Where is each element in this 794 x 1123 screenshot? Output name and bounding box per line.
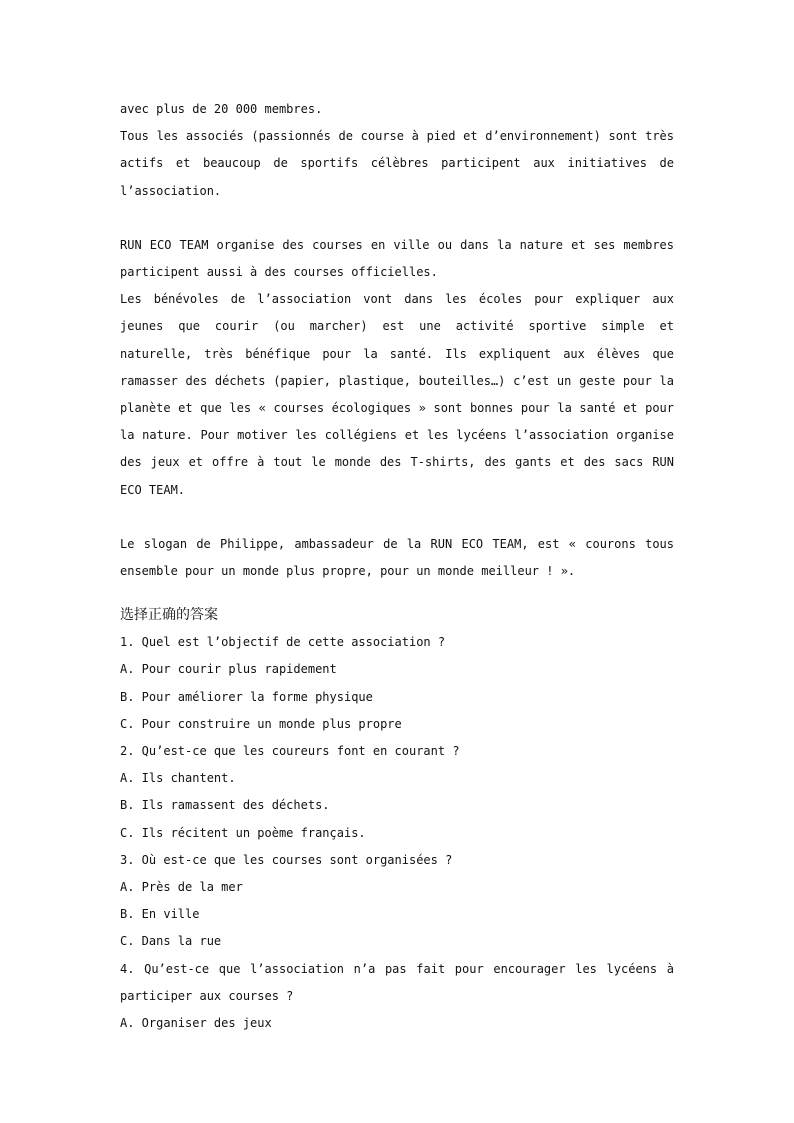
question-2 xyxy=(120,738,674,847)
section-title: 选择正确的答案 xyxy=(120,607,218,624)
answer-option: A. Près de la mer xyxy=(120,880,243,895)
question-stem: 3. Où est-ce que les courses sont organisées ? xyxy=(120,852,453,867)
passage-paragraph-courses: RUN ECO TEAM organise des courses en ville ou dans la nature et ses membres participent aussi à des courses officielles. xyxy=(120,237,674,280)
passage-paragraph-slogan: Le slogan de Philippe, ambassadeur de la RUN ECO TEAM, est « courons tous ensemble pour un monde plus propre, pour un monde meilleur ! ». xyxy=(120,536,674,579)
answer-option: A. Pour courir plus rapidement xyxy=(120,662,337,677)
question-1 xyxy=(120,629,674,738)
answer-option: B. En ville xyxy=(120,907,200,922)
paragraph-gap xyxy=(120,504,674,531)
answer-option: C. Ils récitent un poème français. xyxy=(120,825,366,840)
answer-option: B. Ils ramassent des déchets. xyxy=(120,798,330,813)
answer-option: C. Pour construire un monde plus propre xyxy=(120,716,402,731)
passage-paragraph-benevoles: Les bénévoles de l’association vont dans les écoles pour expliquer aux jeunes que courir (ou marcher) est une activité sportive simple et naturelle, très bénéfique pour la santé. Ils expliquent aux élèves que ramasser des déchets (papier, plastique, bouteilles…) c’est un geste pour la planète et que les « courses écologiques » sont bonnes pour la santé et pour la nature. Pour motiver les collégiens et les lycéens l’association organise des jeux et offre à tout le monde des T-shirts, des gants et des sacs RUN ECO TEAM. xyxy=(120,292,674,497)
question-stem: 2. Qu’est-ce que les coureurs font en courant ? xyxy=(120,744,460,759)
answer-option: A. Ils chantent. xyxy=(120,771,236,786)
passage-paragraph-associes: Tous les associés (passionnés de course à pied et d’environnement) sont très actifs et beaucoup de sportifs célèbres participent aux initiatives de l’association. xyxy=(120,129,674,198)
question-3 xyxy=(120,847,674,956)
paragraph-gap xyxy=(120,205,674,232)
question-4 xyxy=(120,956,674,1038)
answer-option: A. Organiser des jeux xyxy=(120,1016,272,1031)
question-stem: 4. Qu’est-ce que l’association n’a pas fait pour encourager les lycéens à participer aux courses ? xyxy=(120,961,674,1003)
answer-option: C. Dans la rue xyxy=(120,934,222,949)
passage-line-membres: avec plus de 20 000 membres. xyxy=(120,102,323,116)
question-stem: 1. Quel est l’objectif de cette association ? xyxy=(120,635,446,650)
answer-option: B. Pour améliorer la forme physique xyxy=(120,689,373,704)
